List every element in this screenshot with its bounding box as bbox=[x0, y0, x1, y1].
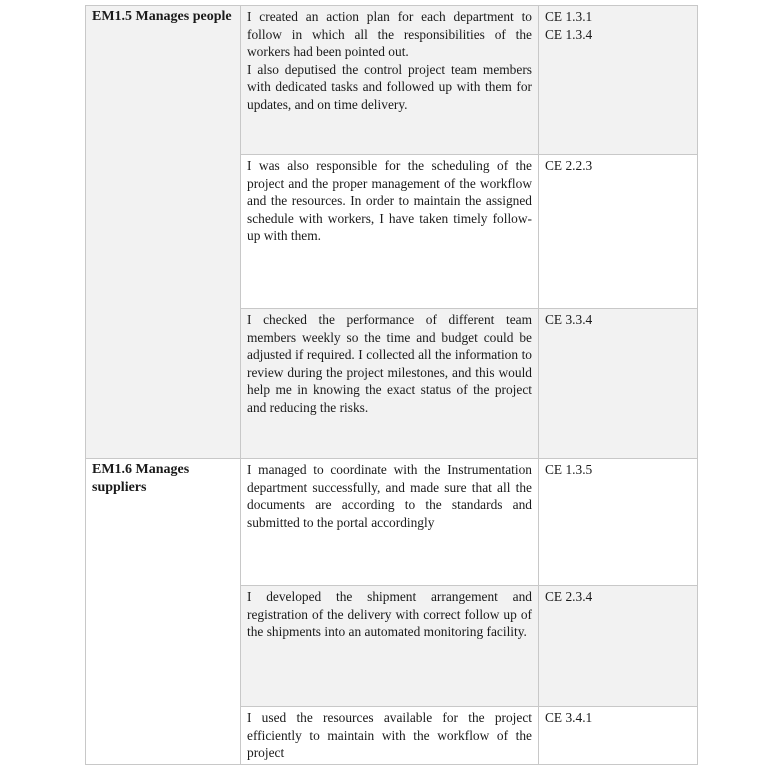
narrative-cell bbox=[241, 586, 539, 707]
element-cell-em1-6 bbox=[86, 459, 241, 765]
narrative-paragraph: I was also responsible for the scheduling of the project and the proper management of the workflow and the resources. In order to maintain the assigned schedule with workers, I have taken timely follow-up with them. bbox=[247, 158, 532, 244]
ce-reference: CE 2.3.4 bbox=[545, 589, 593, 604]
narrative-cell bbox=[241, 155, 539, 309]
narrative-cell bbox=[241, 309, 539, 459]
ce-reference: CE 1.3.1 bbox=[545, 9, 593, 24]
ce-reference: CE 3.4.1 bbox=[545, 710, 593, 725]
narrative-paragraph: I developed the shipment arrangement and registration of the delivery with correct follow up of the shipments into an automated monitoring facility. bbox=[247, 589, 532, 640]
narrative-paragraph: I created an action plan for each department to follow in which all the responsibilities of the workers had been pointed out. bbox=[247, 9, 532, 60]
table-row bbox=[86, 459, 698, 586]
narrative-cell bbox=[241, 459, 539, 586]
element-title: EM1.6 Manages suppliers bbox=[92, 462, 190, 495]
element-title: EM1.5 Manages people bbox=[92, 9, 232, 24]
reference-cell bbox=[539, 707, 698, 765]
ce-reference: CE 1.3.4 bbox=[545, 26, 593, 42]
competency-evidence-table bbox=[85, 5, 698, 765]
reference-cell bbox=[539, 459, 698, 586]
narrative-paragraph: I checked the performance of different team members weekly so the time and budget could be adjusted if required. I collected all the information to review during the project milestones, and this would help me in knowing the exact status of the project and reducing the risks. bbox=[247, 312, 532, 415]
reference-cell bbox=[539, 6, 698, 155]
reference-cell bbox=[539, 155, 698, 309]
ce-reference: CE 2.2.3 bbox=[545, 158, 593, 173]
reference-cell bbox=[539, 586, 698, 707]
narrative-cell bbox=[241, 6, 539, 155]
ce-reference: CE 3.3.4 bbox=[545, 312, 593, 327]
table-row bbox=[86, 6, 698, 155]
narrative-cell bbox=[241, 707, 539, 765]
narrative-paragraph: I also deputised the control project team members with dedicated tasks and followed up with them for updates, and on time delivery. bbox=[247, 61, 532, 112]
narrative-paragraph: I managed to coordinate with the Instrumentation department successfully, and made sure that all the documents are according to the standards and submitted to the portal accordingly bbox=[247, 462, 532, 530]
element-cell-em1-5 bbox=[86, 6, 241, 459]
reference-cell bbox=[539, 309, 698, 459]
narrative-paragraph: I used the resources available for the project efficiently to maintain with the workflow of the project bbox=[247, 710, 532, 761]
ce-reference: CE 1.3.5 bbox=[545, 462, 593, 477]
